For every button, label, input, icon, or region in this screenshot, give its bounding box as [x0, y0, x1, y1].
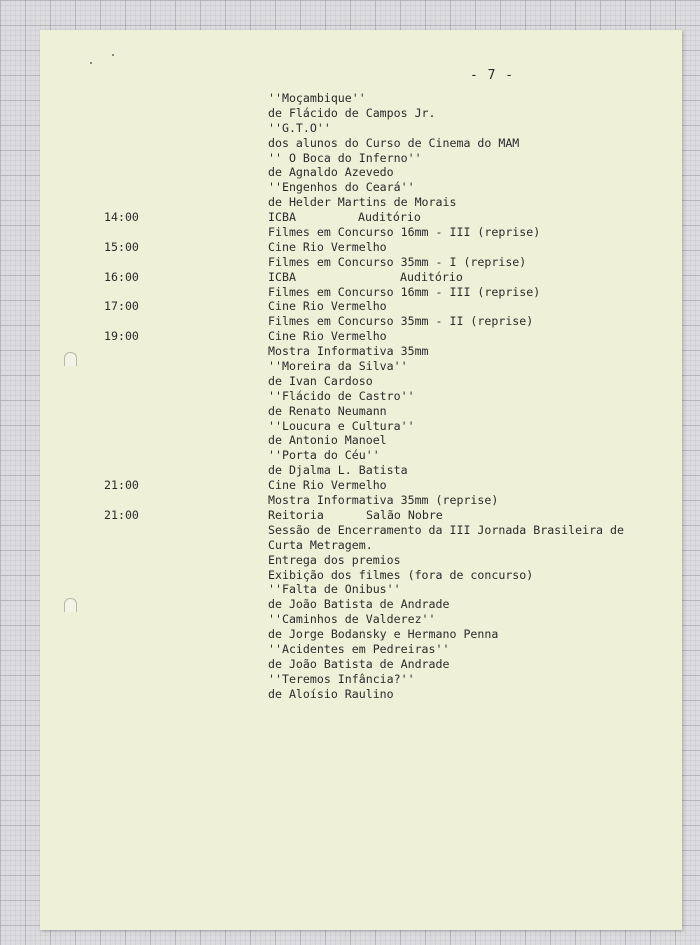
schedule-line: [0, 448, 700, 463]
schedule-line: [0, 493, 700, 508]
session-room: Auditório: [400, 269, 463, 284]
schedule-text: ''Porta do Céu'': [268, 448, 380, 463]
schedule-line: [0, 612, 700, 627]
schedule-text: ''Moreira da Silva'': [268, 359, 408, 374]
session-venue: ICBA: [268, 269, 296, 284]
schedule-text: ''Flácido de Castro'': [268, 388, 415, 403]
schedule-text: Entrega dos premios: [268, 552, 401, 567]
session-room: Salão Nobre: [366, 507, 443, 522]
schedule-line: [0, 344, 700, 359]
session-time: 19:00: [104, 329, 139, 344]
schedule-text: ''Acidentes em Pedreiras'': [268, 641, 450, 656]
session-venue: Cine Rio Vermelho: [268, 329, 387, 344]
schedule-text: de Ivan Cardoso: [268, 373, 373, 388]
schedule-text: ''G.T.O'': [268, 120, 331, 135]
event-schedule: [0, 91, 700, 702]
schedule-text: dos alunos do Curso de Cinema do MAM: [268, 135, 520, 150]
session-venue: Reitoria: [268, 507, 324, 522]
schedule-text: de Antonio Manoel: [268, 433, 387, 448]
schedule-line: [0, 91, 700, 106]
schedule-text: de Renato Neumann: [268, 403, 387, 418]
schedule-line: [0, 225, 700, 240]
schedule-line: [0, 478, 700, 493]
schedule-line: [0, 210, 700, 225]
schedule-line: [0, 672, 700, 687]
schedule-line: [0, 374, 700, 389]
schedule-text: ''Teremos Infância?'': [268, 671, 415, 686]
session-venue: Cine Rio Vermelho: [268, 299, 387, 314]
schedule-line: [0, 538, 700, 553]
schedule-line: [0, 359, 700, 374]
schedule-line: [0, 642, 700, 657]
schedule-line: [0, 255, 700, 270]
schedule-text: de João Batista de Andrade: [268, 597, 450, 612]
schedule-line: [0, 553, 700, 568]
schedule-text: Curta Metragem.: [268, 537, 373, 552]
schedule-line: [0, 165, 700, 180]
session-time: 14:00: [104, 210, 139, 225]
schedule-line: [0, 627, 700, 642]
schedule-line: [0, 314, 700, 329]
schedule-text: Filmes em Concurso 35mm - I (reprise): [268, 254, 527, 269]
schedule-text: de Aloísio Raulino: [268, 686, 394, 701]
schedule-line: [0, 597, 700, 612]
schedule-line: [0, 136, 700, 151]
schedule-line: [0, 433, 700, 448]
schedule-text: ''Loucura e Cultura'': [268, 418, 415, 433]
schedule-line: [0, 568, 700, 583]
schedule-line: [0, 582, 700, 597]
schedule-line: [0, 389, 700, 404]
schedule-text: de Flácido de Campos Jr.: [268, 105, 436, 120]
schedule-text: Filmes em Concurso 16mm - III (reprise): [268, 225, 541, 240]
page-number: - 7 -: [470, 68, 515, 83]
session-time: 21:00: [104, 478, 139, 493]
schedule-line: [0, 270, 700, 285]
schedule-text: Sessão de Encerramento da III Jornada Brasileira de: [268, 522, 624, 537]
schedule-text: ''Engenhos do Ceará'': [268, 180, 415, 195]
schedule-line: [0, 508, 700, 523]
session-venue: ICBA: [268, 210, 296, 225]
schedule-text: Exibição dos filmes (fora de concurso): [268, 567, 534, 582]
schedule-line: [0, 404, 700, 419]
paper-speck: [90, 62, 92, 64]
schedule-text: '' O Boca do Inferno'': [268, 150, 422, 165]
schedule-line: [0, 180, 700, 195]
schedule-line: [0, 329, 700, 344]
schedule-line: [0, 299, 700, 314]
schedule-text: Filmes em Concurso 35mm - II (reprise): [268, 314, 534, 329]
session-venue: Cine Rio Vermelho: [268, 478, 387, 493]
paper-speck: [112, 54, 114, 56]
session-time: 17:00: [104, 299, 139, 314]
schedule-line: [0, 687, 700, 702]
schedule-line: [0, 285, 700, 300]
schedule-line: [0, 419, 700, 434]
session-time: 16:00: [104, 269, 139, 284]
schedule-line: [0, 121, 700, 136]
schedule-text: de Djalma L. Batista: [268, 463, 408, 478]
schedule-text: ''Caminhos de Valderez'': [268, 612, 436, 627]
session-venue: Cine Rio Vermelho: [268, 239, 387, 254]
schedule-line: [0, 657, 700, 672]
schedule-text: de Helder Martins de Morais: [268, 195, 457, 210]
schedule-text: Mostra Informativa 35mm (reprise): [268, 493, 499, 508]
schedule-line: [0, 106, 700, 121]
schedule-text: ''Falta de Onibus'': [268, 582, 401, 597]
schedule-text: de Agnaldo Azevedo: [268, 165, 394, 180]
schedule-line: [0, 463, 700, 478]
session-time: 15:00: [104, 239, 139, 254]
schedule-text: ''Moçambique'': [268, 91, 366, 105]
schedule-text: Filmes em Concurso 16mm - III (reprise): [268, 284, 541, 299]
schedule-line: [0, 523, 700, 538]
schedule-line: [0, 151, 700, 166]
session-time: 21:00: [104, 507, 139, 522]
schedule-text: Mostra Informativa 35mm: [268, 344, 429, 359]
schedule-text: de João Batista de Andrade: [268, 656, 450, 671]
schedule-text: de Jorge Bodansky e Hermano Penna: [268, 627, 499, 642]
schedule-line: [0, 195, 700, 210]
schedule-line: [0, 240, 700, 255]
session-room: Auditório: [358, 210, 421, 225]
